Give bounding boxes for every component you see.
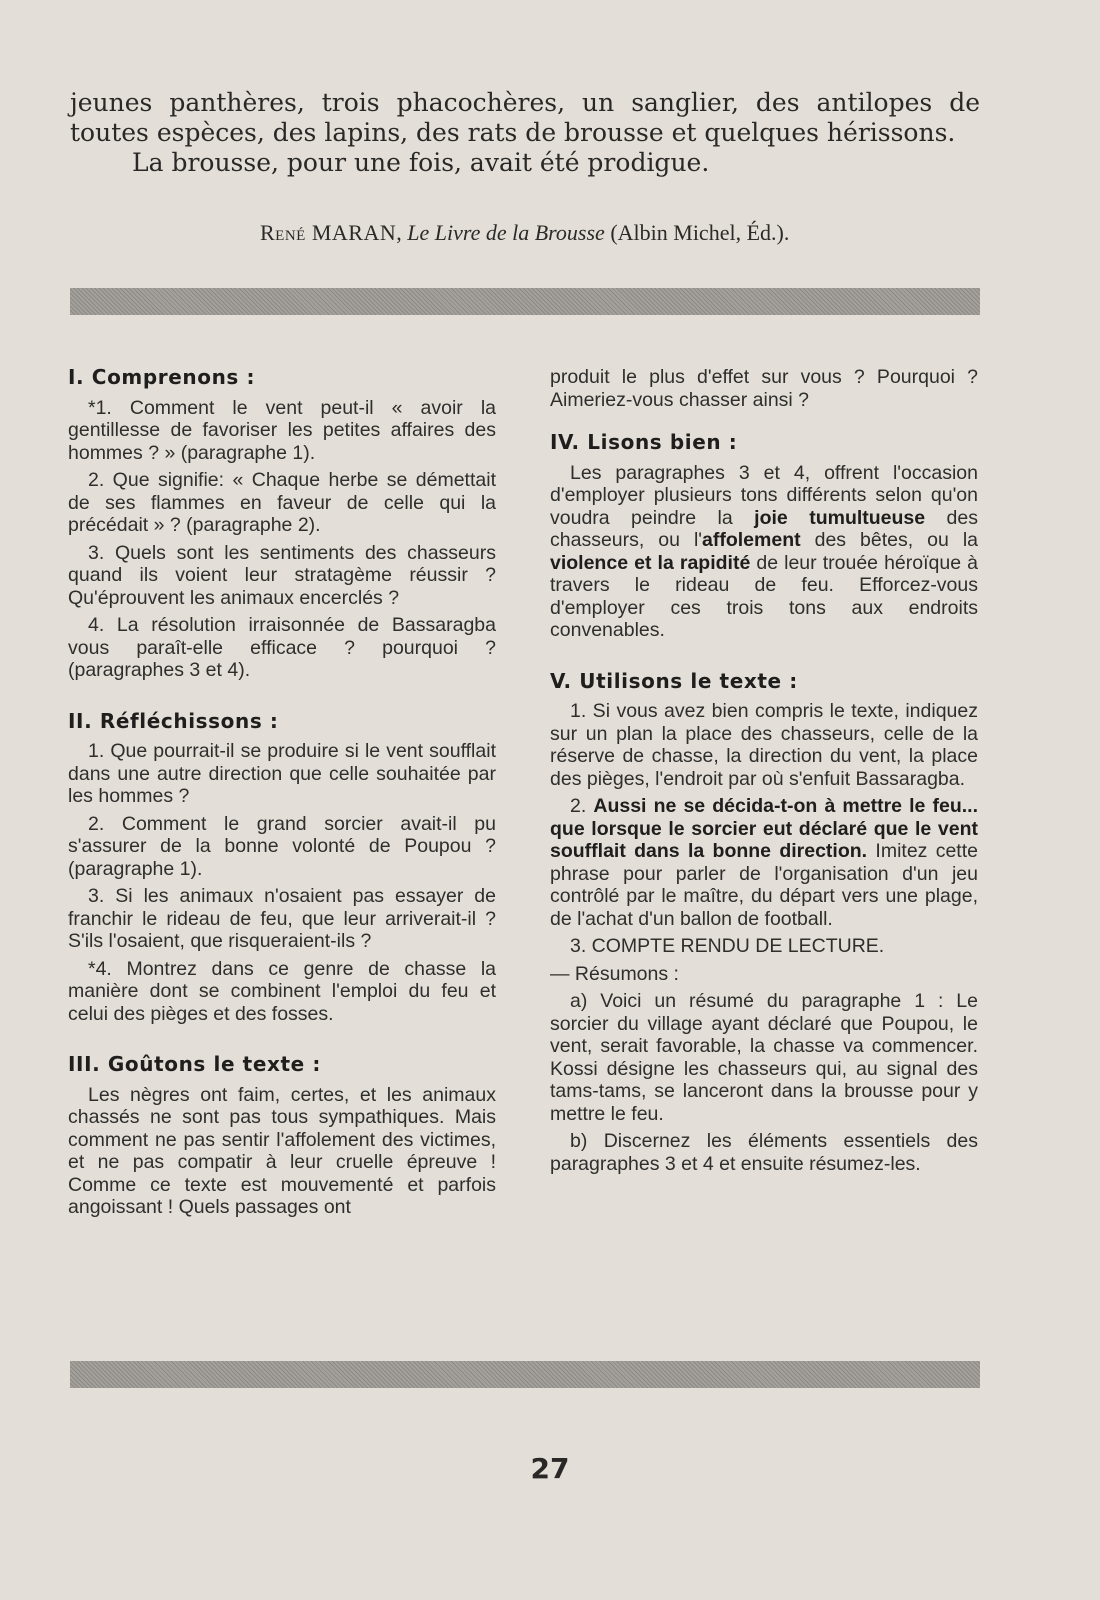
- question: 3. Si les animaux n'osaient pas essayer de franchir le rideau de feu, que leur arriverait-il ? S'ils l'osaient, que risqueraient-ils ?: [68, 885, 496, 952]
- question-subheading: — Résumons :: [550, 962, 679, 985]
- section-body: Les nègres ont faim, certes, et les animaux chassés ne sont pas tous sympathiques. Mais comment ne pas sentir l'affolement des victimes, et ne pas compatir à leur cruelle épreuve ! Comme ce texte est mouvementé et parfois angoissant ! Quels passages ont: [68, 1083, 496, 1218]
- excerpt-paragraph: jeunes panthères, trois phacochères, un sanglier, des antilopes de toutes espèces, des lapins, des rats de brousse et quelques hérissons.: [70, 88, 980, 147]
- citation-author: René MARAN: [260, 220, 397, 245]
- section-body-continued: produit le plus d'effet sur vous ? Pourquoi ? Aimeriez-vous chasser ainsi ?: [550, 366, 978, 411]
- question: 2. Comment le grand sorcier avait-il pu s'assurer de la bonne volonté de Poupou ? (paragraphe 1).: [68, 812, 496, 880]
- emphasis: affolement: [702, 529, 801, 551]
- citation-publisher: (Albin Michel, Éd.).: [610, 220, 790, 245]
- section-title: IV. Lisons bien :: [550, 430, 738, 454]
- question: 2. Aussi ne se décida-t-on à mettre le feu... que lorsque le sorcier eut déclaré que le vent soufflait dans la bonne direction. Imitez cette phrase pour parler de l'organisation d'un jeu contrôlé par le maître, du départ vers une plage, de l'achat d'un ballon de football.: [550, 795, 978, 930]
- section-title: V. Utilisons le texte :: [550, 668, 798, 693]
- section-reflechissons: [68, 710, 496, 1026]
- question: *1. Comment le vent peut-il « avoir la gentillesse de favoriser les petites affaires des hommes ? » (paragraphe 1).: [68, 396, 496, 464]
- section-goutons-continued: [550, 366, 978, 411]
- section-body: Les paragraphes 3 et 4, offrent l'occasion d'employer plusieurs tons différents selon qu'on voudra peindre la joie tumultueuse des chasseurs, ou l'affolement des bêtes, ou la violence et la rapidité de leur trouée héroïque à travers le rideau de feu. Efforcez-vous d'employer ces trois tons aux endroits convenables.: [550, 461, 979, 641]
- question: *4. Montrez dans ce genre de chasse la manière dont se combinent l'emploi du feu et celui des pièges et des fosses.: [68, 957, 496, 1025]
- section-utilisons: [550, 670, 978, 1176]
- section-goutons: [68, 1053, 496, 1219]
- question: 4. La résolution irraisonnée de Bassaragba vous paraît-elle efficace ? pourquoi ? (paragraphes 3 et 4).: [68, 614, 496, 681]
- exercises-left-column: [68, 366, 496, 1224]
- citation-book-title: Le Livre de la Brousse: [407, 220, 605, 245]
- excerpt-closing-line: La brousse, pour une fois, avait été prodigue.: [132, 148, 710, 177]
- question: b) Discernez les éléments essentiels des paragraphes 3 et 4 et ensuite résumez-les.: [550, 1130, 978, 1175]
- question: 3. Quels sont les sentiments des chasseurs quand ils voient leur stratagème réussir ? Qu'éprouvent les animaux encerclés ?: [68, 541, 496, 609]
- section-comprenons: [68, 366, 496, 682]
- question: 2. Que signifie: « Chaque herbe se démettait de ses flammes en faveur de celle qui la précédait » ? (paragraphe 2).: [68, 469, 496, 536]
- reading-excerpt: [70, 88, 980, 178]
- page-number: 27: [530, 1452, 570, 1485]
- section-title: II. Réfléchissons :: [68, 708, 279, 733]
- emphasis: joie tumultueuse: [754, 506, 926, 529]
- bottom-divider-band: [70, 1361, 980, 1388]
- question: a) Voici un résumé du paragraphe 1 : Le sorcier du village ayant déclaré que Poupou, le vent, serait favorable, la chasse va commencer. Kossi désigne les chasseurs qui, au signal des tams-tams, se lanceront dans la brousse pour y mettre le feu.: [550, 990, 978, 1125]
- exercises-right-column: [550, 366, 978, 1180]
- question: 1. Si vous avez bien compris le texte, indiquez sur un plan la place des chasseurs, celle de la réserve de chasse, la direction du vent, la place des pièges, l'endroit par où s'enfuit Bassaragba.: [550, 700, 978, 790]
- question: 1. Que pourrait-il se produire si le vent soufflait dans une autre direction que celle souhaitée par les hommes ?: [68, 740, 496, 807]
- emphasis: Aussi ne se décida-t-on à mettre le feu... que lorsque le sorcier eut déclaré que le vent soufflait dans la bonne direction.: [550, 795, 978, 862]
- section-lisons-bien: [550, 431, 978, 642]
- top-divider-band: [70, 288, 980, 315]
- emphasis: violence et la rapidité: [550, 551, 751, 574]
- section-title: III. Goûtons le texte :: [68, 1052, 321, 1076]
- section-title: I. Comprenons :: [68, 365, 256, 389]
- source-citation: René MARAN, Le Livre de la Brousse (Albin Michel, Éd.).: [260, 220, 790, 245]
- question-heading: 3. COMPTE RENDU DE LECTURE.: [570, 935, 885, 957]
